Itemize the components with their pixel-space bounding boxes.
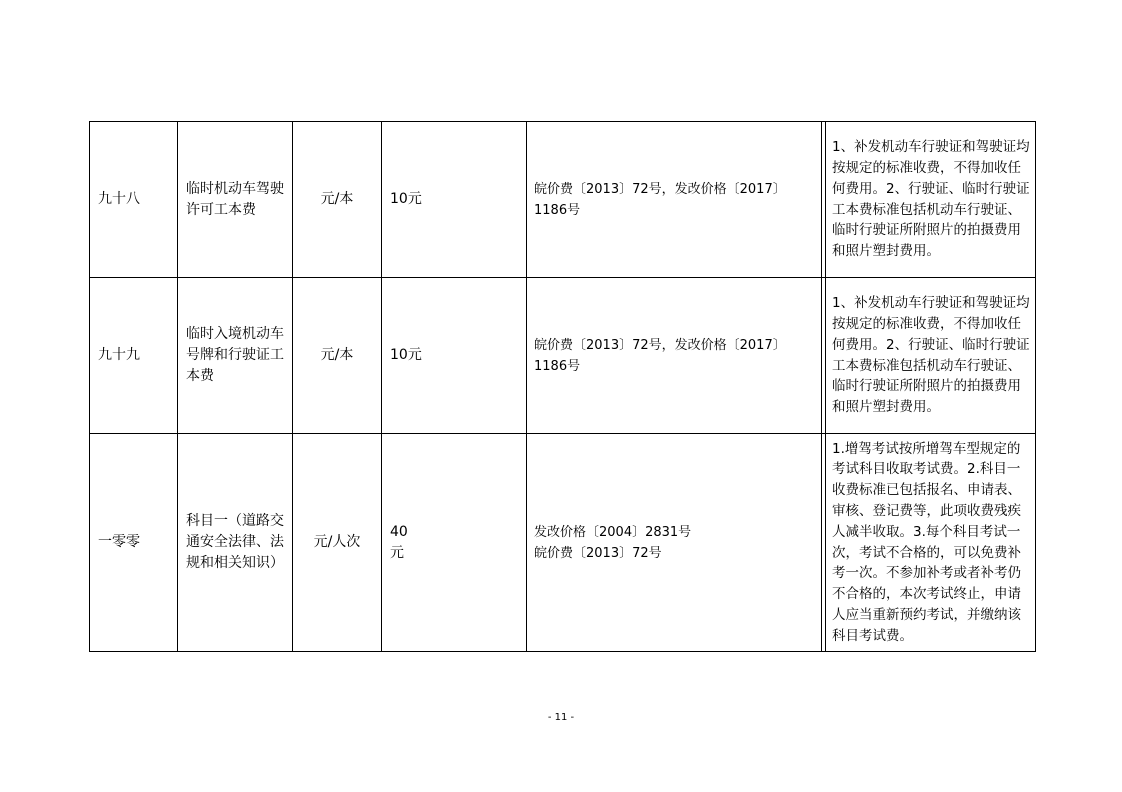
- item-note: 1.增驾考试按所增驾车型规定的考试科目收取考试费。2.科目一收费标准已包括报名、申请表、审核、登记费等，此项收费残疾人减半收取。3.每个科目考试一次，考试不合格的，可以免费补考一次。不参加补考或者补考仍不合格的，本次考试终止，申请人应当重新预约考试，并缴纳该科目考试费。: [826, 434, 1036, 652]
- item-unit: 元/人次: [293, 434, 382, 652]
- item-name: 临时机动车驾驶许可工本费: [178, 122, 293, 278]
- standard-line: 10元: [390, 191, 422, 207]
- item-number: 九十八: [90, 122, 178, 278]
- item-unit: 元/本: [293, 122, 382, 278]
- basis-line: 皖价费〔2013〕72号，发改价格〔2017〕1186号: [534, 337, 786, 374]
- item-number: 一零零: [90, 434, 178, 652]
- item-standard: [382, 278, 527, 434]
- table-row: [90, 122, 1036, 278]
- standard-line: 40: [390, 523, 408, 540]
- item-standard: [382, 122, 527, 278]
- fee-table: [89, 121, 1036, 652]
- item-note: 1、补发机动车行驶证和驾驶证均按规定的标准收费，不得加收任何费用。2、行驶证、临时行驶证工本费标准包括机动车行驶证、临时行驶证所附照片的拍摄费用和照片塑封费用。: [826, 278, 1036, 434]
- item-number: 九十九: [90, 278, 178, 434]
- item-basis: [527, 122, 822, 278]
- item-basis: [527, 434, 822, 652]
- page-number: - 11 -: [547, 712, 575, 723]
- basis-line: 皖价费〔2013〕72号: [534, 545, 662, 561]
- standard-line: 10元: [390, 347, 422, 363]
- standard-line: 元: [390, 544, 404, 561]
- table-row: [90, 278, 1036, 434]
- basis-line: 发改价格〔2004〕2831号: [534, 524, 692, 540]
- item-note: 1、补发机动车行驶证和驾驶证均按规定的标准收费，不得加收任何费用。2、行驶证、临时行驶证工本费标准包括机动车行驶证、临时行驶证所附照片的拍摄费用和照片塑封费用。: [826, 122, 1036, 278]
- item-basis: [527, 278, 822, 434]
- table-row: [90, 434, 1036, 652]
- item-standard: [382, 434, 527, 652]
- item-name: 临时入境机动车号牌和行驶证工本费: [178, 278, 293, 434]
- item-name: 科目一（道路交通安全法律、法规和相关知识）: [178, 434, 293, 652]
- item-unit: 元/本: [293, 278, 382, 434]
- basis-line: 皖价费〔2013〕72号，发改价格〔2017〕1186号: [534, 181, 786, 218]
